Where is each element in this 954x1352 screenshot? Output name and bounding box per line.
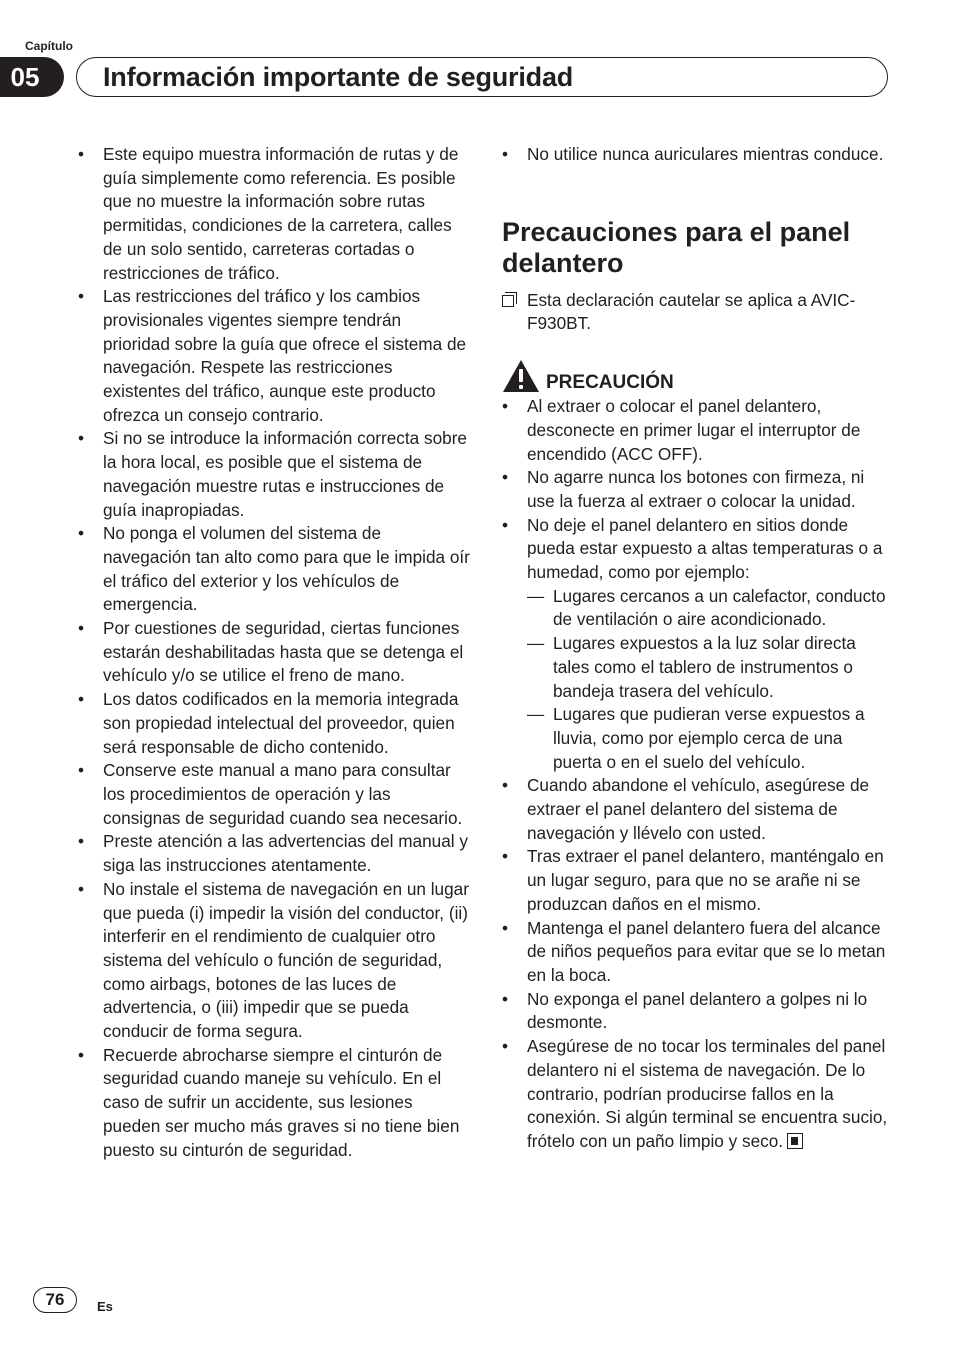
top-bullet-list (502, 143, 894, 167)
list-item-text: Tras extraer el panel delantero, manténgalo en un lugar seguro, para que no se arañe ni se produzcan daños en el mismo. (527, 846, 884, 914)
list-item-text: Al extraer o colocar el panel delantero, desconecte en primer lugar el interruptor de encendido (ACC OFF). (527, 396, 861, 464)
list-item-text: Si no se introduce la información correcta sobre la hora local, es posible que el sistema de navegación muestre rutas e instrucciones de guía inapropiadas. (103, 428, 467, 520)
list-item (502, 466, 894, 513)
sub-list-item-text: Lugares cercanos a un calefactor, conducto de ventilación o aire acondicionado. (553, 585, 886, 630)
chapter-title-box (76, 57, 888, 97)
bullet-icon: • (502, 1036, 509, 1057)
list-item (502, 774, 894, 845)
bullet-icon: • (78, 831, 85, 852)
list-item (78, 759, 470, 830)
caution-label: PRECAUCIÓN (546, 372, 674, 394)
list-item (502, 143, 894, 167)
list-item-text: Las restricciones del tráfico y los cambios provisionales vigentes siempre tendrán prioridad sobre la guía que ofrece el sistema de navegación. Respete las restricciones existentes del tráfico, aunque este producto ofrezca un consejo contrario. (103, 286, 467, 425)
list-item-text: No utilice nunca auriculares mientras conduce. (527, 144, 884, 164)
list-item-text: Recuerde abrocharse siempre el cinturón de seguridad cuando maneje su vehículo. En el caso de sufrir un accidente, sus lesiones pueden ser mucho más graves si no tiene bien puesto su cinturón de seguridad. (103, 1044, 460, 1160)
bullet-icon: • (78, 144, 85, 164)
caution-heading (502, 359, 894, 393)
list-item (502, 917, 894, 988)
bullet-icon: • (502, 144, 509, 164)
list-item-text: No ponga el volumen del sistema de navegación tan alto como para que le impida oír el tráfico del exterior y los vehículos de emergencia. (103, 523, 470, 615)
bullet-icon: • (502, 467, 509, 488)
list-item-text: Los datos codificados en la memoria integrada son propiedad intelectual del proveedor, quien será responsable de dicho contenido. (103, 689, 459, 757)
list-item-text: Conserve este manual a mano para consultar los procedimientos de operación y las consignas de seguridad cuando sea necesario. (103, 760, 463, 828)
bullet-icon: • (502, 988, 509, 1009)
list-item-text: Cuando abandone el vehículo, asegúrese de extraer el panel delantero del sistema de navegación y llévelo con usted. (527, 775, 870, 843)
list-item-text: Mantenga el panel delantero fuera del alcance de niños pequeños para evitar que se lo metan en la boca. (527, 917, 886, 985)
list-item (78, 1044, 470, 1163)
dash-icon: — (527, 704, 545, 725)
list-item (78, 427, 470, 522)
dash-icon: — (527, 585, 545, 606)
chapter-title: Información importante de seguridad (103, 61, 574, 92)
bullet-icon: • (502, 846, 509, 867)
list-item (502, 1035, 894, 1154)
bullet-icon: • (78, 618, 85, 639)
list-item-text: No exponga el panel delantero a golpes ni lo desmonte. (527, 988, 868, 1033)
location-sub-list (527, 585, 894, 775)
bullet-icon: • (78, 428, 85, 449)
language-code: Es (97, 1299, 113, 1314)
sub-list-item (527, 632, 894, 703)
bullet-icon: • (502, 514, 509, 535)
list-item (502, 845, 894, 916)
list-item (78, 830, 470, 877)
end-square-icon (787, 1133, 803, 1149)
bullet-icon: • (78, 1044, 85, 1065)
section-heading: Precauciones para el panel delantero (502, 216, 851, 278)
checkbox-icon (502, 295, 514, 307)
bullet-icon: • (502, 917, 509, 938)
right-column (502, 143, 894, 1154)
bullet-icon: • (78, 878, 85, 899)
list-item-text: Preste atención a las advertencias del manual y siga las instrucciones atentamente. (103, 831, 468, 876)
sub-list-item (527, 703, 894, 774)
list-item (502, 395, 894, 466)
caution-list (502, 395, 894, 1154)
list-item (78, 522, 470, 617)
applicability-note (502, 289, 894, 336)
list-item (502, 514, 894, 775)
list-item-text: Asegúrese de no tocar los terminales del panel delantero ni el sistema de navegación. De lo contrario, podrían producirse fallos en la conexión. Si algún terminal se encuentra sucio, frótelo con un paño limpio y seco. (527, 1036, 888, 1151)
bullet-icon: • (78, 760, 85, 781)
bullet-icon: • (502, 396, 509, 417)
sub-list-item (527, 585, 894, 632)
list-item (78, 143, 470, 285)
list-item (78, 878, 470, 1044)
chapter-number-badge: 05 (0, 57, 64, 97)
bullet-icon: • (502, 775, 509, 796)
chapter-label: Capítulo (25, 39, 73, 53)
list-item-text: Por cuestiones de seguridad, ciertas funciones estarán deshabilitadas hasta que se detenga el vehículo y/o se utilice el freno de mano. (103, 618, 464, 686)
left-column (78, 143, 470, 1162)
list-item-text: No instale el sistema de navegación en un lugar que pueda (i) impedir la visión del conductor, (ii) interferir en el rendimiento de cualquier otro sistema del vehículo o función de seguridad, como airbags, botones de las luces de advertencia, o (iii) impedir que se pueda conducir de forma segura. (103, 878, 469, 1042)
note-text: Esta declaración cautelar se aplica a AVIC-F930BT. (527, 289, 856, 334)
list-item (502, 988, 894, 1035)
list-item (78, 688, 470, 759)
bullet-icon: • (78, 286, 85, 307)
bullet-icon: • (78, 523, 85, 544)
list-item-text: No agarre nunca los botones con firmeza, ni use la fuerza al extraer o colocar la unidad. (527, 467, 865, 511)
sub-list-item-text: Lugares que pudieran verse expuestos a lluvia, como por ejemplo cerca de una puerta o en el suelo del vehículo. (553, 704, 865, 772)
list-item (78, 285, 470, 427)
sub-list-item-text: Lugares expuestos a la luz solar directa tales como el tablero de instrumentos o bandeja trasera del vehículo. (553, 633, 856, 701)
list-item-text: Este equipo muestra información de rutas y de guía simplemente como referencia. Es posible que no muestre la información sobre rutas permitidas, condiciones de la carretera, calles de un solo sentido, carreteras cortadas o restricciones de tráfico. (103, 144, 459, 283)
list-item (78, 617, 470, 688)
safety-bullet-list (78, 143, 470, 1162)
page-number: 76 (33, 1287, 77, 1313)
bullet-icon: • (78, 689, 85, 710)
dash-icon: — (527, 633, 545, 654)
list-item-text: No deje el panel delantero en sitios donde pueda estar expuesto a altas temperaturas o a humedad, como por ejemplo: (527, 514, 883, 583)
warning-triangle-icon (502, 359, 540, 393)
